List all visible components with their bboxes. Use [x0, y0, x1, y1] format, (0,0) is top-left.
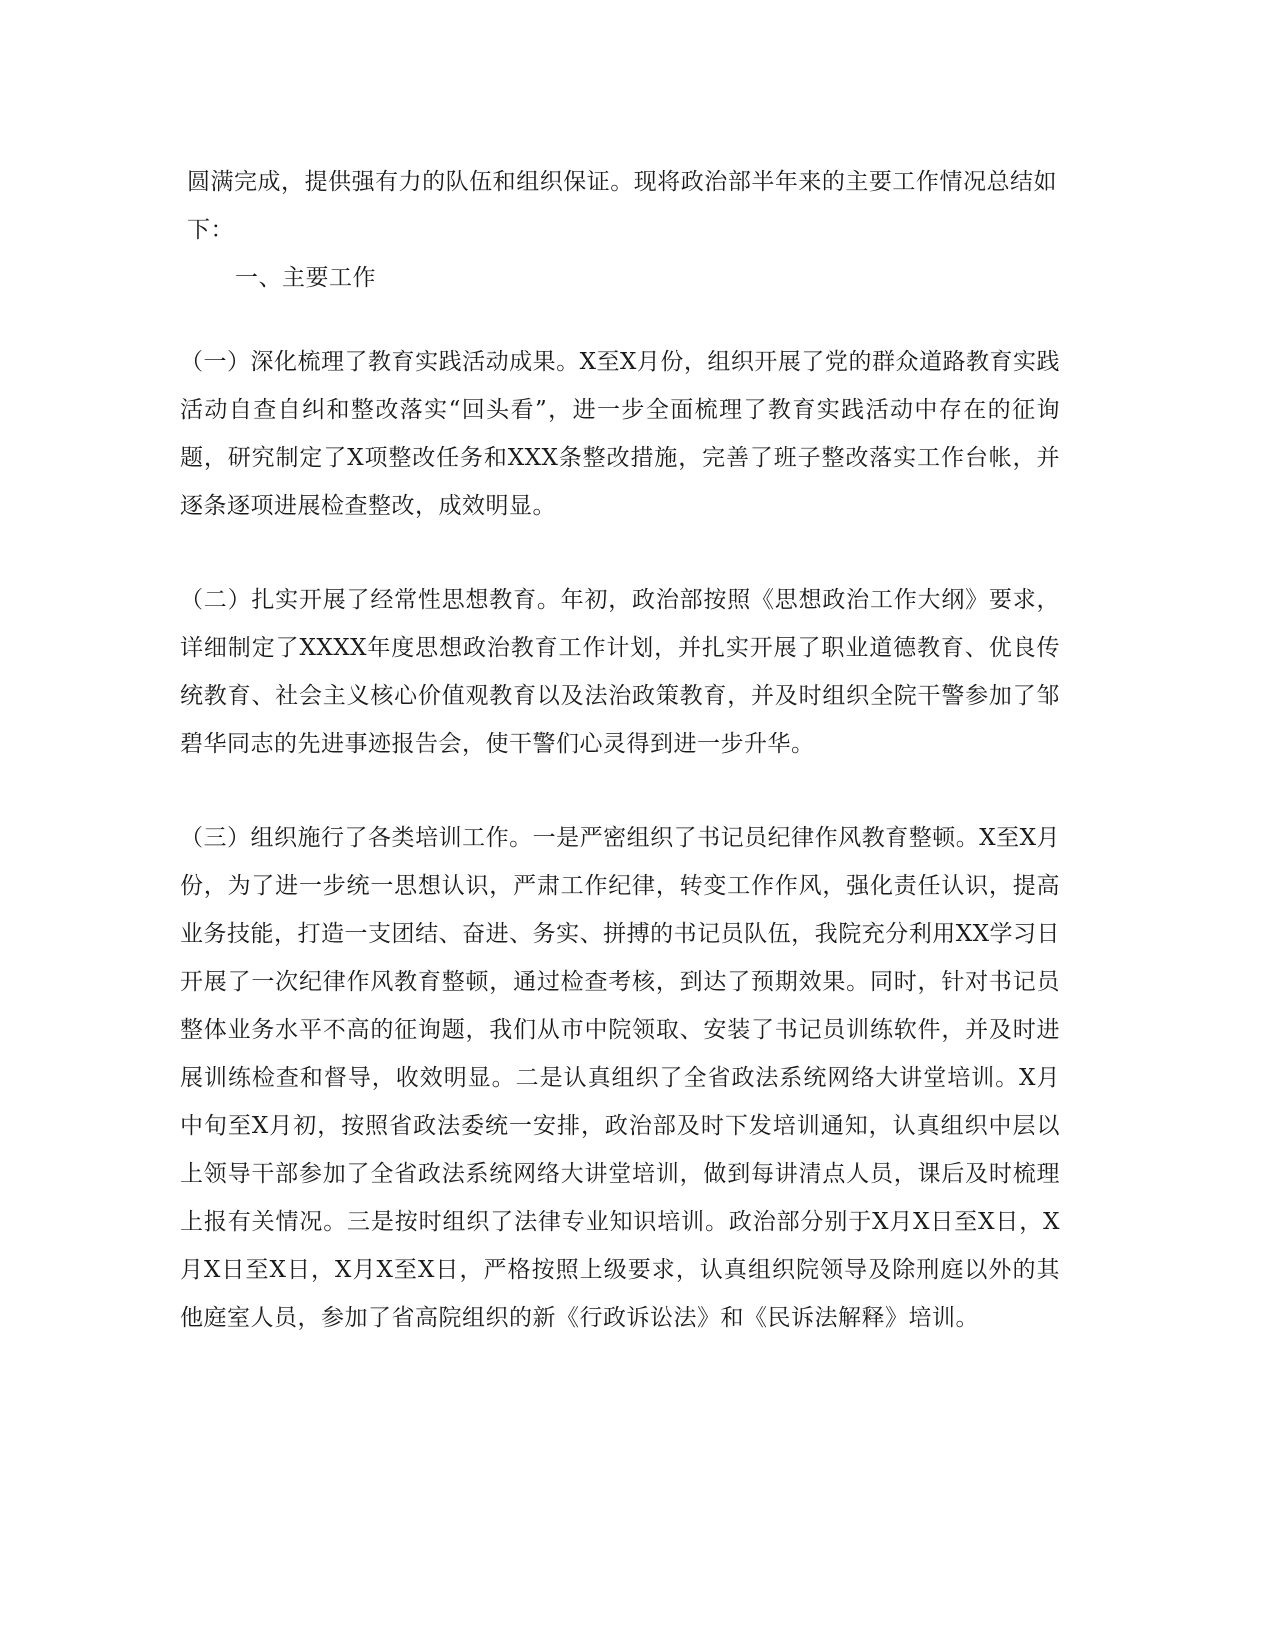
intro-paragraph: 圆满完成，提供强有力的队伍和组织保证。现将政治部半年来的主要工作情况总结如下：	[187, 169, 1057, 243]
section-heading: 一、主要工作	[235, 265, 376, 291]
section-3-paragraph: （三）组织施行了各类培训工作。一是严密组织了书记员纪律作风教育整顿。X至X月份，为了进一步统一思想认识，严肃工作纪律，转变工作作风，强化责任认识，提高业务技能，打造一支团结、奋进、务实、拼搏的书记员队伍，我院充分利用XX学习日开展了一次纪律作风教育整顿，通过检查考核，到达了预期效果。同时，针对书记员整体业务水平不高的征询题，我们从市中院领取、安装了书记员训练软件，并及时进展训练检查和督导，收效明显。二是认真组织了全省政法系统网络大讲堂培训。X月中旬至X月初，按照省政法委统一安排，政治部及时下发培训通知，认真组织中层以上领导干部参加了全省政法系统网络大讲堂培训，做到每讲清点人员，课后及时梳理上报有关情况。三是按时组织了法律专业知识培训。政治部分别于X月X日至X日，X月X日至X日，X月X至X日，严格按照上级要求，认真组织院领导及除刑庭以外的其他庭室人员，参加了省高院组织的新《行政诉讼法》和《民诉法解释》培训。	[180, 825, 1060, 1331]
section-2-paragraph: （二）扎实开展了经常性思想教育。年初，政治部按照《思想政治工作大纲》要求，详细制定了XXXX年度思想政治教育工作计划，并扎实开展了职业道德教育、优良传统教育、社会主义核心价值观教育以及法治政策教育，并及时组织全院干警参加了邹碧华同志的先进事迹报告会，使干警们心灵得到进一步升华。	[180, 587, 1060, 757]
section-1-paragraph: （一）深化梳理了教育实践活动成果。X至X月份，组织开展了党的群众道路教育实践活动自查自纠和整改落实“回头看”，进一步全面梳理了教育实践活动中存在的征询题，研究制定了X项整改任务和XXX条整改措施，完善了班子整改落实工作台帐，并逐条逐项进展检查整改，成效明显。	[180, 349, 1060, 519]
